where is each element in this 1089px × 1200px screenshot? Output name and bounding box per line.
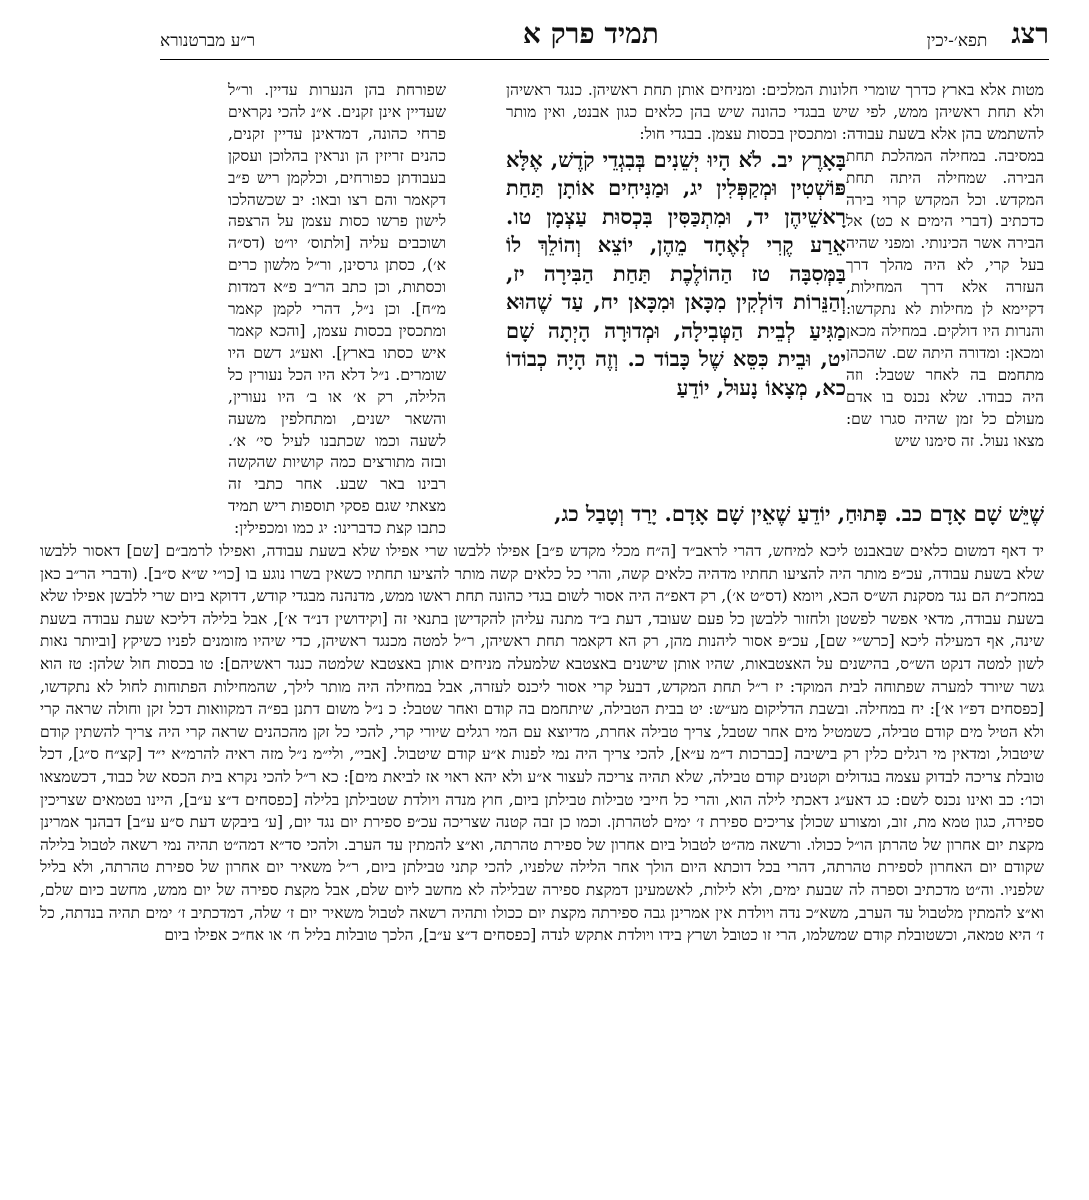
mishnah-area (506, 146, 1044, 453)
commentary-title: ר״ע מברטנורא (160, 31, 256, 51)
bartenura-commentary-side: במסיבה. במחילה המהלכת תחת הבירה. שמחילה היתה תחת המקדש. וכל המקדש קרוי בירה כדכתיב (דברי הימים א כט) אל הבירה אשר הכינותי. ומפני שהיה בעל קרי, לא היה מהלך דרך העזרה אלא דרך המחילות, דקיימא לן מחילות לא נתקדשו: והנרות היו דולקים. במחילה מכאן ומכאן: ומדורה היתה שם. שהכהן מתחמם בה לאחר שטבל: וזה היה כבודו. שלא נכנס בו אדם מעולם כל זמן שהיה סגרו שם: מצאו נעול. זה סימנו שיש (846, 146, 1044, 450)
bartenura-section (506, 80, 1044, 500)
bartenura-commentary-top: מטות אלא בארץ כדרך שומרי חלונות המלכים: ומניחים אותן תחת ראשיהן. כנגד ראשיהן ולא תחת ראשיהן ממש, לפי שיש בבגדי כהונה שיש בהן כלאים כגון אבנט, ואין מותר להשתמש בהן אלא בשעת עבודה: ומתכסין בכסות עצמן. בבגדי חול: (506, 81, 1044, 143)
mishnah-text: בָּאָרֶץ יב. לֹא הָיוּ יְשֵׁנִים בְּבִגְדֵי קֹדֶשׁ, אֶלָּא פּוֹשְׁטִין וּמְקַפְּלִין יג, וּמַנִּיחִים אוֹתָן תַּחַת רָאשֵׁיהֶן יד, וּמִתְכַּסִּין בִּכְסוּת עַצְמָן טו. אֵרַע קֶרִי לְאֶחָד מֵהֶן, יוֹצֵא וְהוֹלֵךְ לוֹ בַּמְּסִבָּה טז הַהוֹלֶכֶת תַּחַת הַבִּירָה יז, וְהַנֵּרוֹת דּוֹלְקִין מִכָּאן וּמִכָּאן יח, עַד שֶׁהוּא מַגִּיעַ לְבֵית הַטְּבִילָה, וּמְדוּרָה הָיְתָה שָׁם יט, וּבֵית כִּסֵּא שֶׁל כָּבוֹד כ. וְזֶה הָיָה כְבוֹדוֹ כא, מְצָאוֹ נָעוּל, יוֹדֵעַ (506, 146, 846, 400)
page-number: רצג (1011, 17, 1049, 50)
footnotes-commentary: יד דאף דמשום כלאים שבאבנט ליכא למיחש, דהרי לראב״ד [ה״ח מכלי מקדש פ״ב] אפילו ללבשו שרי אפילו שלא בשעת עבודה, ואפילו לרמב״ם [שם] דאסור ללבשו שלא בשעת עבודה, עכ״פ מותר היה להציעו תחתיו מדהיה כלאים קשה, והרי כל כלאים קשה מותר להציעו תחתיו כשאין בשרו נוגע בו [כו״י ש״א ס״ב]. (ודברי הר״ב כאן במחכ״ת הם נגד מסקנת הש״ס הכא, ויומא (דס״ט א׳), רק דאפ״ה היה אסור לשום בגדי כהונה תחת ראשו ממש, מדנהנה מבגדי קודש, דדוקא ביום שרי ללבשן אפילו שלא בשעת עבודה, מדאי אפשר לפשטן ולחזור ללבשן כל פעם שעובד, דעת ב״ד מתנה עליהן להקדישן בתנאי זה [וקידושין דנ״ד א׳], אבל בלילה דליכא שעת עבודה בשעת שינה, אף דמעילה ליכא [כרש״י שם], עכ״פ אסור ליהנות מהן, רק הא דקאמר תחת ראשיהן, ר״ל למטה מכנגד ראשיהן, כדי שיהיו מזומנים לפניו כשיקץ [וביותר נאות לשון למטה דנקט הש״ס, בהישנים על האצטבאות, שהיו אותן שישנים באצטבא שלמעלה מניחים אותן באצטבא שלמטה כנגד ראשיהם]: טו בכסות חול שלהן: טז הוא גשר שיורד למערה שפתוחה לבית המוקד: יז ר״ל תחת המקדש, דבעל קרי אסור ליכנס לעזרה, אבל במחילה היה מותר לילך, שהמחילות הפתוחות לחול לא נתקדשו, [כפסחים דפ״ו א׳]: יח במחילה. ובשבת הדליקום מע״ש: יט בבית הטבילה, שיתחמם בה קודם ואחר שטבל: כ נ״ל משום דתנן בפ״ה דמקוואות דכל זקן וחולה שראה קרי ולא הטיל מים קודם טבילה, כשמטיל מים אחר שטבל, צריך טבילה אחרת, מדיוצא עם המי רגלים שיורי קרי, להכי כל זקן מהכהנים שראה קרי היה צריך להשתין קודם שיטבול, ומדאין מי רגלים כלין רק בישיבה [כברכות ד״מ ע״א], להכי צריך היה נמי לפנות א״ע קודם שיטבול. [אבי״, ולי״מ נ״ל מזה ראיה להרמ״א י״ד [קצ״ח ס״ג], דכל טובלת צריכה לבדוק עצמה בגדולים וקטנים קודם טבילה, שלא תהיה צריכה לעצור א״ע ולא יהא ראוי אז לביאת מים]: כא ר״ל להכי נקרא בית הכסא של כבוד, דכשמצאו וכו׳: כב ואינו נכנס לשם: כג דאע״ג דאכתי לילה הוא, והרי כל חייבי טבילות טבילתן ביום, חוץ מנדה ויולדת שטבילתן בלילה [כפסחים ד״צ ע״ב], היינו בטמאים שצריכין ספירה, כגון טמא מת, זוב, ומצורע שכולן צריכים ספירת ז׳ ימים לטהרתן. וכמו כן זבה קטנה שצריכה עכ״פ ספירת יום נגד יום, [ע׳ ביבקש דעת ס״ע ע״ב] דבהנך אמרינן מקצת יום אחרון של טהרתן הו״ל ככולו. ורשאה מה״ט לטבול ביום אחרון של ספירת טהרתה, וא״צ להמתין עד הערב. ולהכי סד״א דמה״ט תהיה נמי רשאה לטבול בלילה שקודם יום האחרון לספירת טהרתה, דהרי בכל דוכתא היום הולך אחר הלילה שלפניו, להכי קתני טבילתן ביום, ר״ל משאיר יום אחרון של ספירת טהרתה, ולא בליל שלפניו. וה״ט מדכתיב וספרה לה שבעת ימים, ולא לילות, לאשמעינן דמקצת ספירה שבלילה לא מחשב ליום שלם, אבל מקצת ספירה של יום ממש, מחשב כיום שלם, וא״צ להמתין מלטבול עד הערב, משא״כ נדה ויולדת אין אמרינן גבה ספירתה מקצת יום ככולו ותהיה רשאה לטבול משאיר יום ז׳ שלה, דמדכתיב ז׳ ימים תהיה בנדתה, כל ז׳ היא טמאה, וכשטובלת קודם שמשלמו, הרי זו כטובל ושרץ בידו ויולדת אתקש לנדה [כפסחים ד״צ ע״ב], הלכך טובלות בליל ח׳ או אח״כ אפילו ביום (40, 542, 1044, 945)
tiferet-yisrael-commentary: שפורחת בהן הנערות עדיין. ור״ל שעדיין אינן זקנים. א״נ להכי נקראים פרחי כהונה, דמדאינן עדיין זקנים, כהנים זריזין הן ונראין בהלוכן ועסקן בעבודתן כפורחים, וכלקמן ריש פ״ב דקאמר והם רצו ובאו: יב שכשהלכו לישון פרשו כסות עצמן על הרצפה ושוכבים עליה [ולתוס׳ יו״ט (דס״ה א׳), כסתן גרסינן, ור״ל מלשון כרים וכסתות, וכן כתב הר״ב פ״א דמדות מ״ח]. וכן נ״ל, דהרי לקמן קאמר ומתכסין בכסות עצמן, [והכא קאמר איש כסתו בארץ]. ואע״ג דשם היו שומרים. נ״ל דלא היו הכל נעורין כל הלילה, רק א׳ או ב׳ היו נעורין, והשאר ישנים, ומתחלפין משעה לשעה וכמו שכתבנו לעיל סי׳ א׳. ובזה מתורצים כמה קושיות שהקשה רבינו באר שבע. אחר כתבי זה מצאתי שגם פסקי תוספות ריש תמיד כתבו קצת כדברינו: יג כמו ומכפילין: (228, 81, 446, 538)
page-title: תמיד פרק א (522, 17, 659, 50)
tractate-range: תפא׳-יכין (926, 31, 988, 51)
page-header (160, 17, 1049, 60)
mishnah-text-continued: שֶׁיֵּשׁ שָׁם אָדָם כב. פָּתוּחַ, יוֹדֵעַ שֶׁאֵין שָׁם אָדָם. יָרַד וְטָבַל כג, (554, 501, 1044, 526)
